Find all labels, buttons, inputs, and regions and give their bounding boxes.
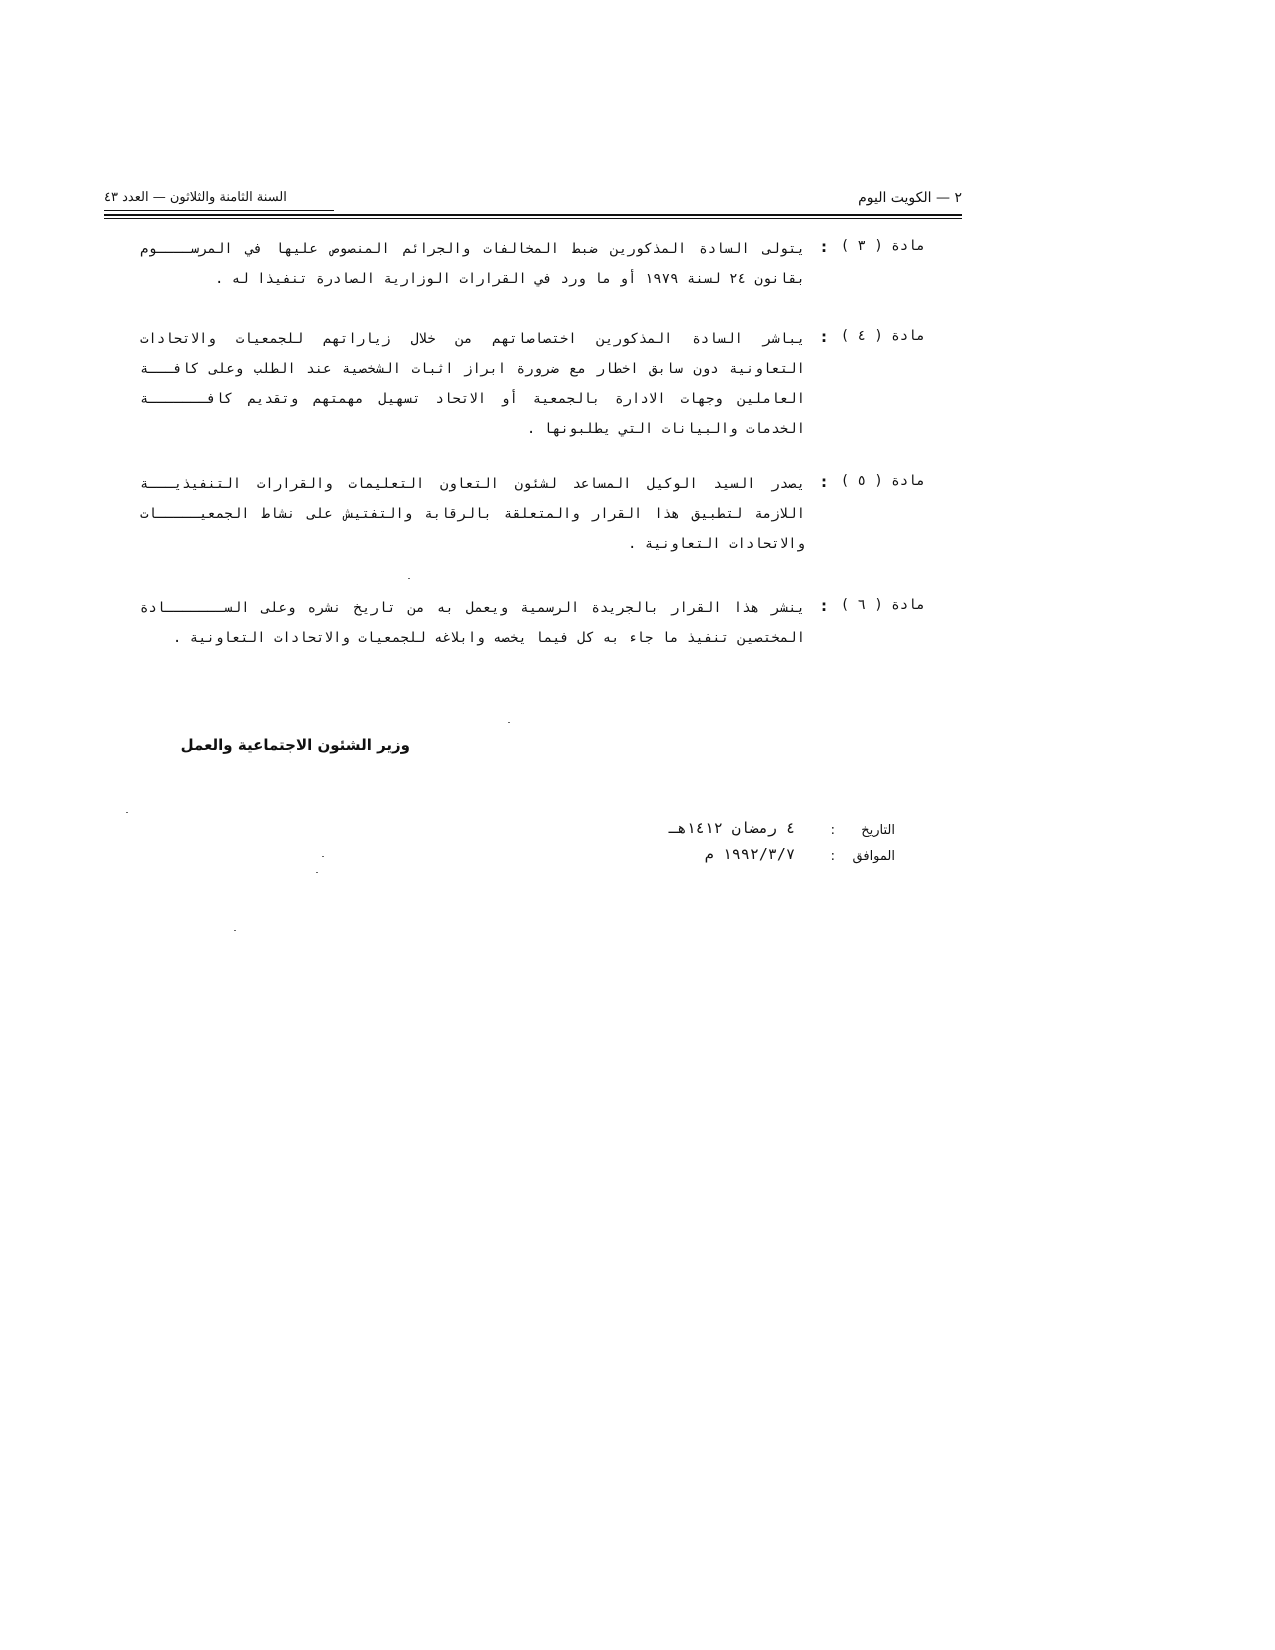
article-line: يباشر السادة المذكورين اختصاصاتهم من خلال زياراتهم للجمعيات والاتحادات [140,331,805,347]
date-colon: : [830,823,835,838]
header-issue-info: السنة الثامنة والثلاثون — العدد ٤٣ [104,190,287,205]
minister-signature-title: وزير الشئون الاجتماعية والعمل [180,736,410,754]
article-label: مادة ( ٤ ) [840,328,925,344]
date-label: الموافق [852,849,895,864]
article-line: التعاونية دون سابق اخطار مع ضرورة ابراز اثبات الشخصية عند الطلب وعلى كافـــة [140,361,805,377]
header-page-title: ٢ — الكويت اليوم [858,190,962,206]
article-colon: : [821,238,827,256]
date-gregorian-row [640,845,895,873]
article-body [140,597,805,657]
scan-speck [508,722,510,723]
article-label: مادة ( ٦ ) [840,597,925,613]
scan-speck [126,812,128,813]
header-rule-thin [104,218,962,219]
date-label: التاريخ [861,823,895,838]
article-line: المختصين تنفيذ ما جاء به كل فيما يخصه وابلاغه للجمعيات والاتحادات التعاونية . [172,630,805,646]
header-rule-thick [104,214,962,216]
article-line: اللازمة لتطبيق هذا القرار والمتعلقة بالرقابة والتفتيش على نشاط الجمعيـــــات [140,506,805,522]
article-body [140,473,805,563]
article-label: مادة ( ٣ ) [840,238,925,254]
header-underline [104,210,334,211]
article-line: ينشر هذا القرار بالجريدة الرسمية ويعمل به من تاريخ نشره وعلى الســـــــادة [140,600,805,616]
article-line: يتولى السادة المذكورين ضبط المخالفات والجرائم المنصوص عليها في المرســــوم [140,241,805,257]
scan-speck [322,856,324,857]
article-body [140,328,805,448]
scan-speck [408,578,410,579]
scan-speck [316,872,318,873]
page-header [104,190,962,212]
article-label: مادة ( ٥ ) [840,473,925,489]
article-body [140,238,805,298]
date-colon: : [830,849,835,864]
article-line: يصدر السيد الوكيل المساعد لشئون التعاون التعليمات والقرارات التنفيذيـــة [140,476,805,492]
article-line: الخدمات والبيانات التي يطلبونها . [526,421,805,437]
article-colon: : [821,328,827,346]
scan-speck [234,930,236,931]
article-colon: : [821,473,827,491]
date-hijri-row [640,819,895,847]
date-gregorian-value: ١٩٩٢/٣/٧ م [704,845,795,863]
article-line: والاتحادات التعاونية . [627,536,805,552]
date-hijri-value: ٤ رمضان ١٤١٢هـ [668,819,795,837]
article-line: العاملين وجهات الادارة بالجمعية أو الاتحاد تسهيل مهمتهم وتقديم كافـــــــة [140,391,805,407]
article-line: بقانون ٢٤ لسنة ١٩٧٩ أو ما ورد في القرارات الوزارية الصادرة تنفيذا له . [214,271,805,287]
article-colon: : [821,597,827,615]
